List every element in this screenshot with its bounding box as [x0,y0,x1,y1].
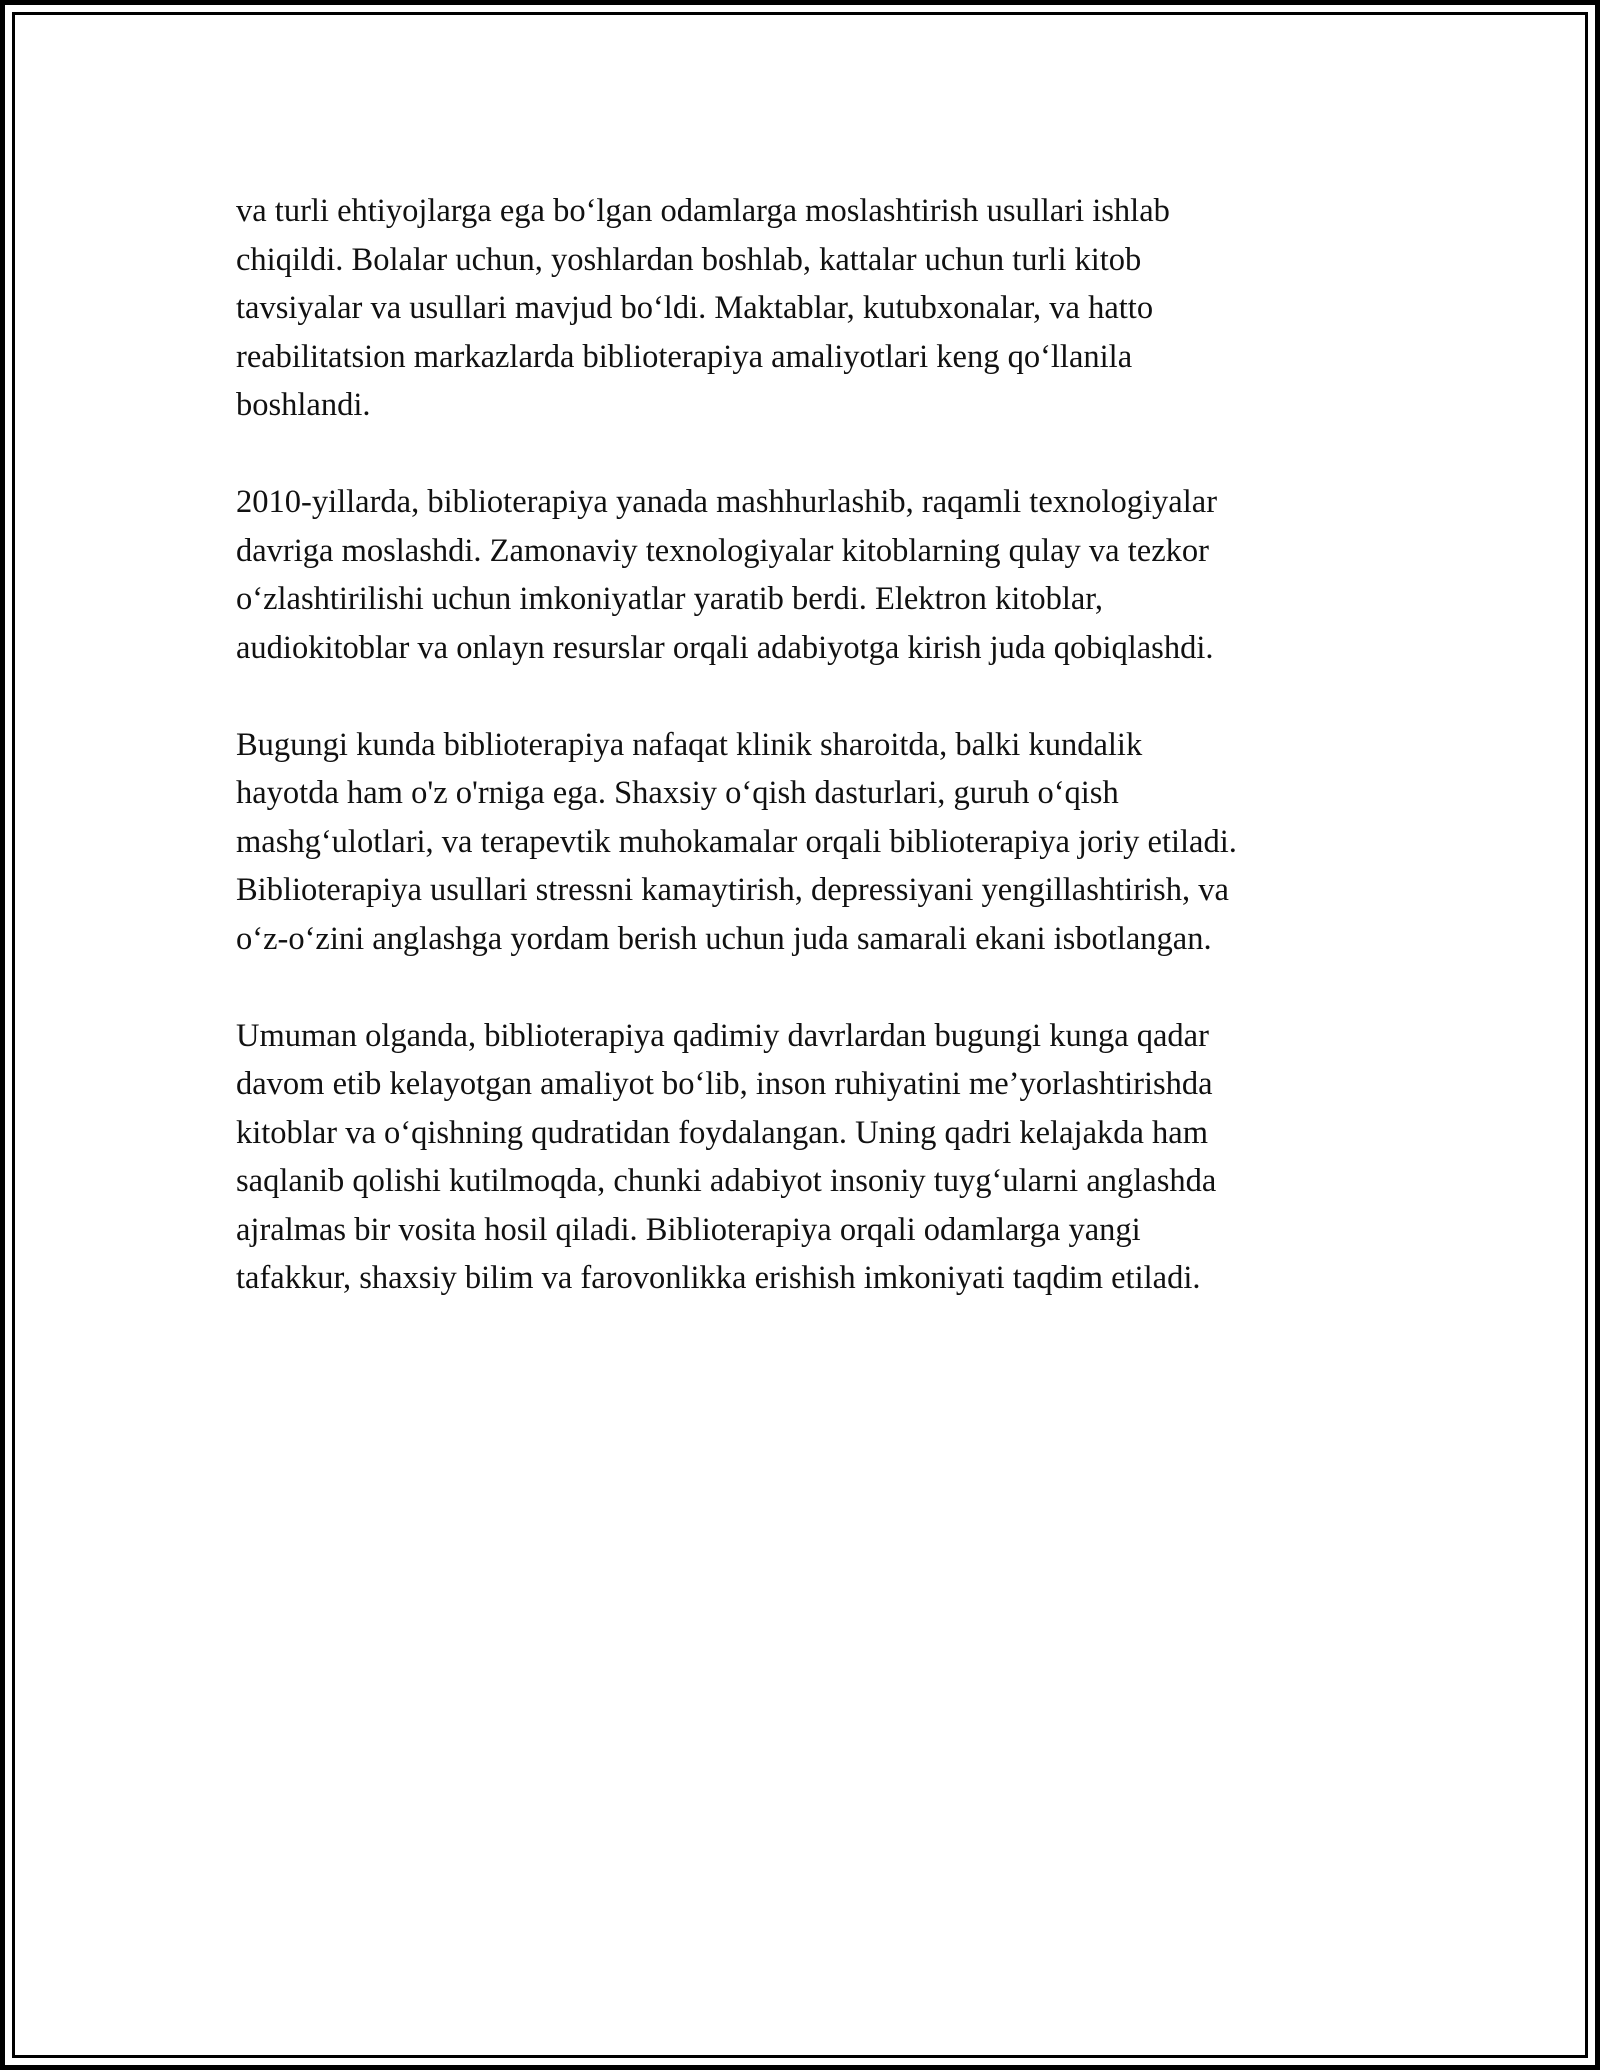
text-line: tavsiyalar va usullari mavjud boʻldi. Maktablar, kutubxonalar, va hatto [236,290,1154,326]
text-line: mashgʻulotlari, va terapevtik muhokamalar orqali biblioterapiya joriy etiladi. [236,823,1237,860]
text-line: tafakkur, shaxsiy bilim va farovonlikka erishish imkoniyati taqdim etiladi. [236,1260,1201,1296]
paragraph-3 [236,721,1376,964]
document-body [236,187,1376,1351]
text-line: boshlandi. [236,387,371,423]
text-line: hayotda ham o'z o'rniga ega. Shaxsiy oʻqish dasturlari, guruh oʻqish [236,775,1119,811]
text-line: oʻzlashtirilishi uchun imkoniyatlar yaratib berdi. Elektron kitoblar, [236,581,1103,617]
text-line: oʻz-oʻzini anglashga yordam berish uchun juda samarali ekani isbotlangan. [236,920,1212,957]
text-line: kitoblar va oʻqishning qudratidan foydalangan. Uning qadri kelajakda ham [236,1114,1209,1151]
text-line: davom etib kelayotgan amaliyot boʻlib, inson ruhiyatini me’yorlashtirishda [236,1066,1213,1102]
text-line: Umuman olganda, biblioterapiya qadimiy davrlardan bugungi kunga qadar [236,1017,1209,1054]
paragraph-2 [236,478,1376,672]
text-line: va turli ehtiyojlarga ega boʻlgan odamlarga moslashtirish usullari ishlab [236,193,1170,229]
text-line: 2010-yillarda, biblioterapiya yanada mashhurlashib, raqamli texnologiyalar [236,484,1218,520]
paragraph-4 [236,1012,1376,1303]
text-line: davriga moslashdi. Zamonaviy texnologiyalar kitoblarning qulay va tezkor [236,532,1209,569]
text-line: saqlanib qolishi kutilmoqda, chunki adabiyot insoniy tuygʻularni anglashda [236,1163,1217,1199]
text-line: audiokitoblar va onlayn resurslar orqali adabiyotga kirish juda qobiqlashdi. [236,629,1214,666]
text-line: Bugungi kunda biblioterapiya nafaqat klinik sharoitda, balki kundalik [236,726,1143,763]
paragraph-1 [236,187,1376,430]
text-line: chiqildi. Bolalar uchun, yoshlardan boshlab, kattalar uchun turli kitob [236,241,1142,278]
text-line: Biblioterapiya usullari stressni kamaytirish, depressiyani yengillashtirish, va [236,872,1229,908]
text-line: reabilitatsion markazlarda biblioterapiya amaliyotlari keng qoʻllanila [236,338,1133,375]
text-line: ajralmas bir vosita hosil qiladi. Biblioterapiya orqali odamlarga yangi [236,1211,1141,1248]
